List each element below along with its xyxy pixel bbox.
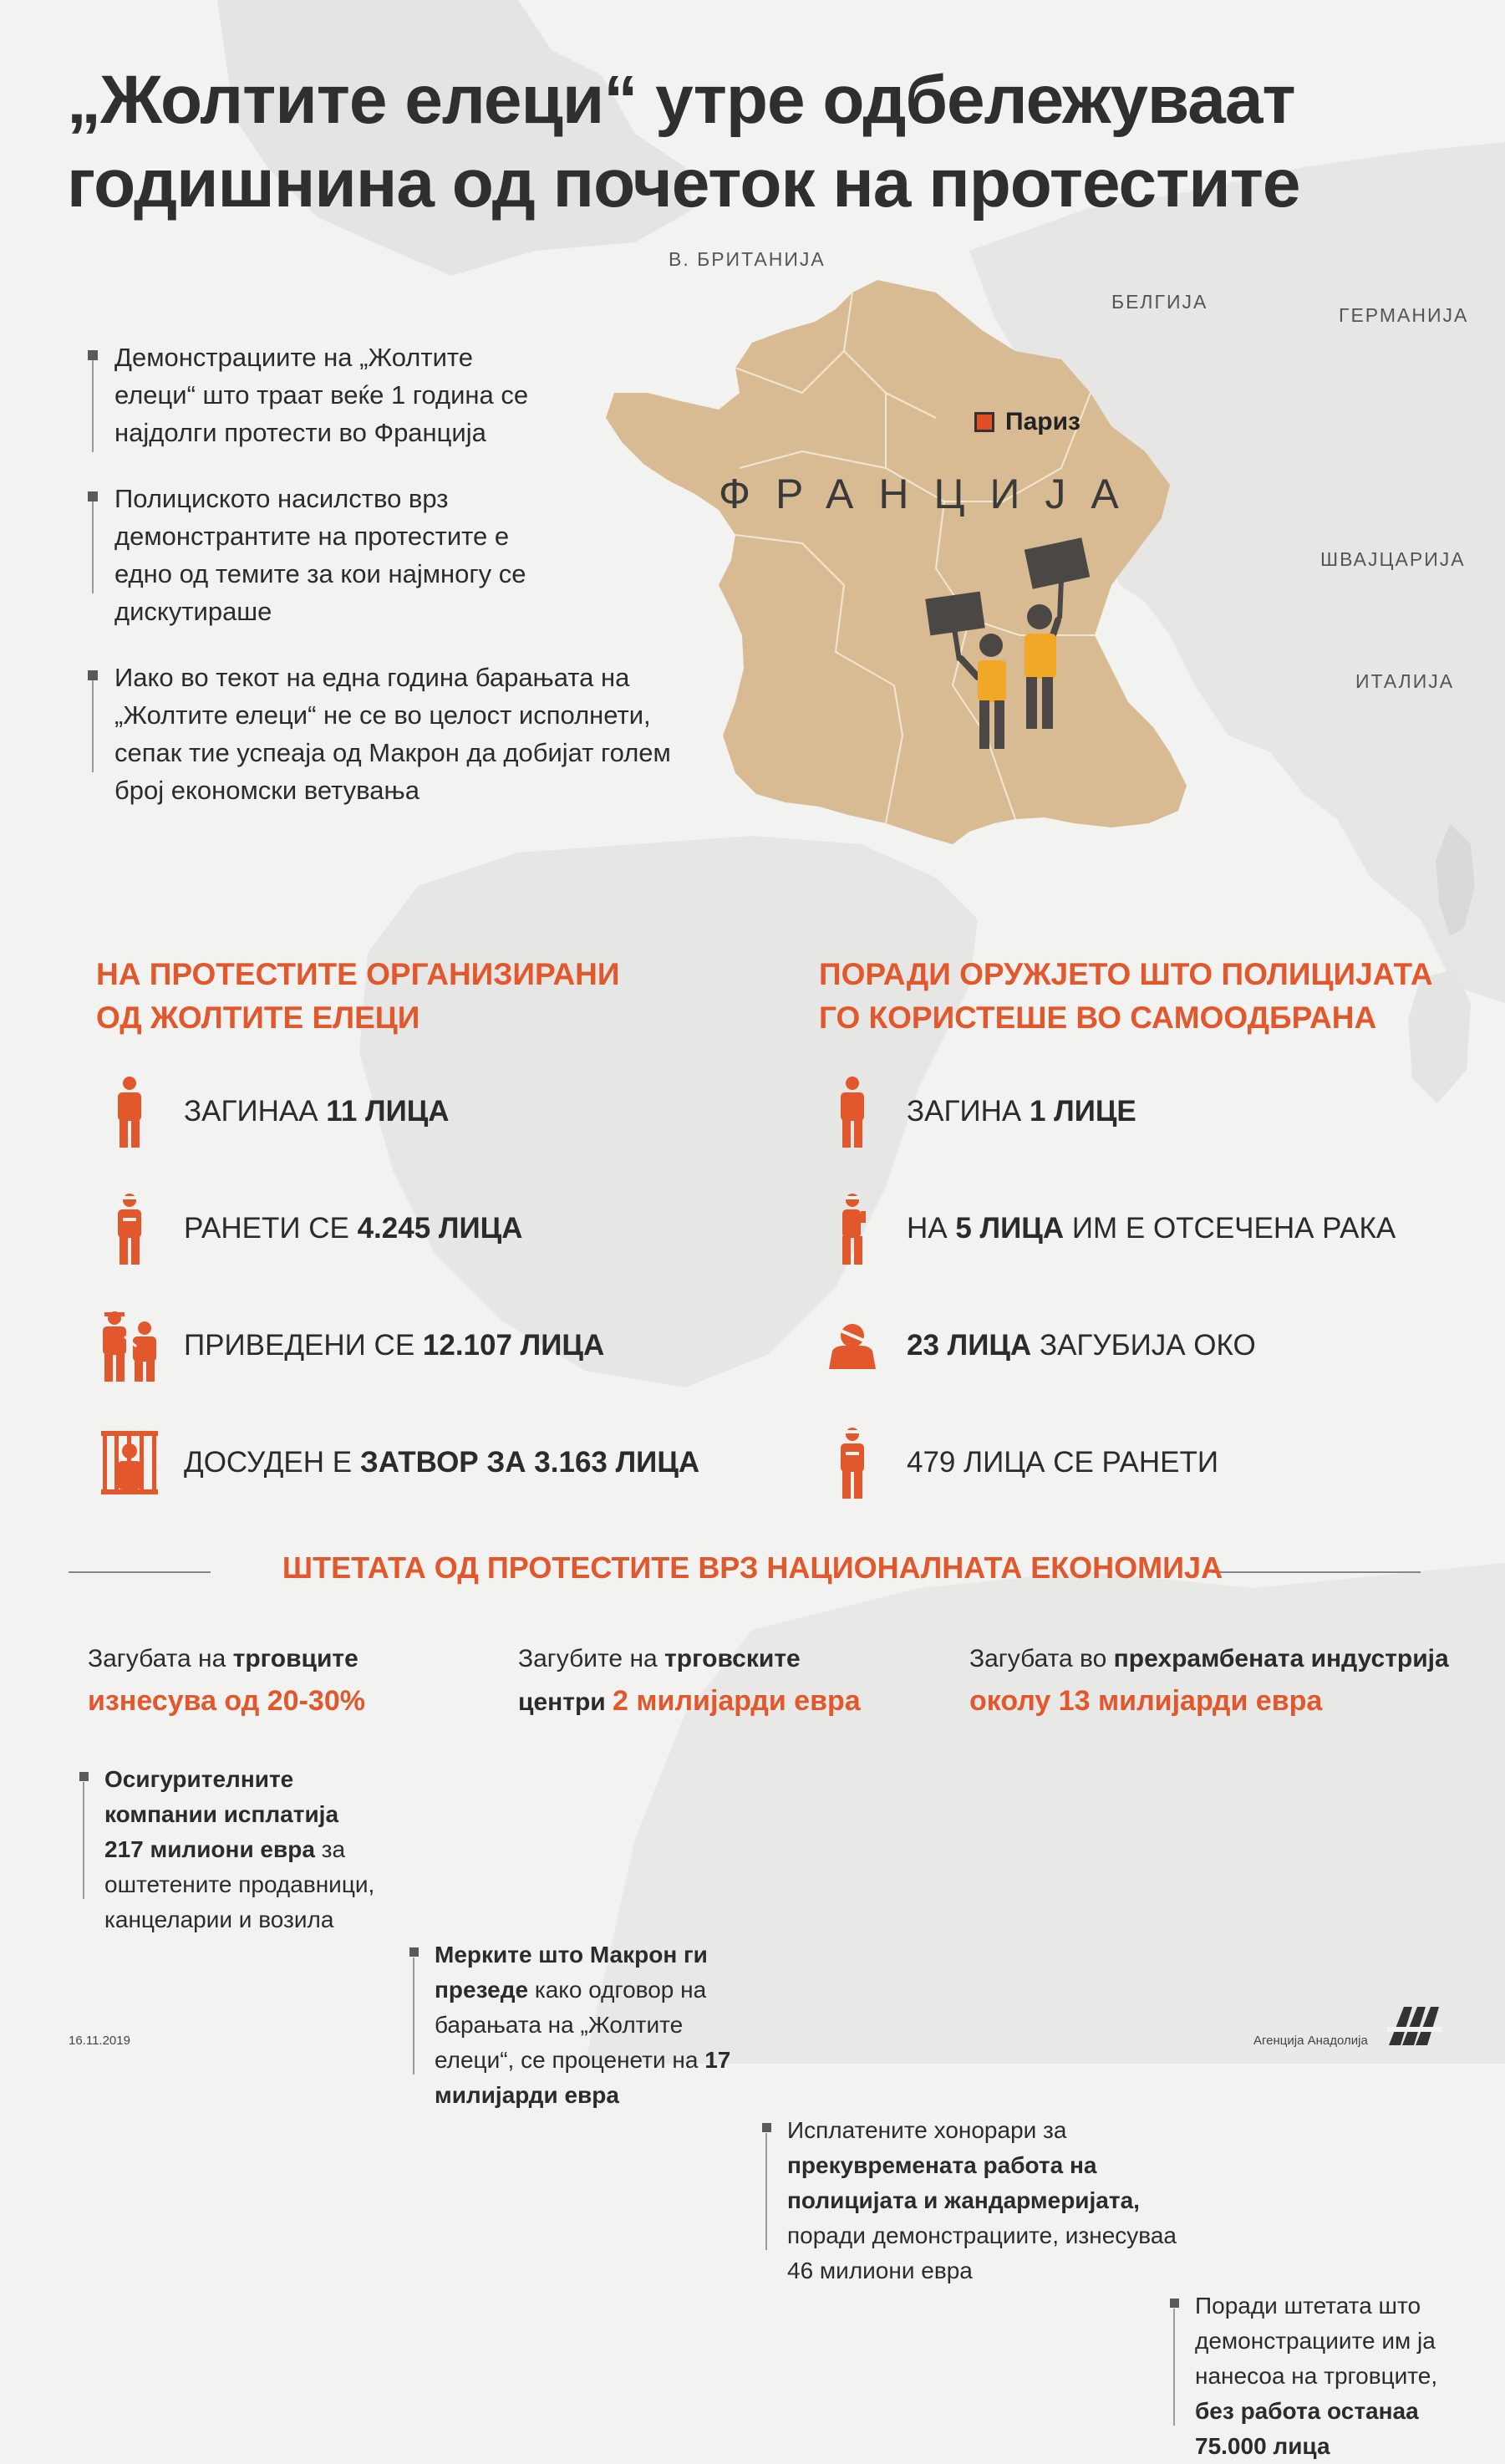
fact-insurance: Осигурителните компании исплатија 217 милиони евра за оштетените продавници, канцеларии и возила: [79, 1762, 380, 1937]
aa-logo-icon: [1386, 2002, 1444, 2049]
fact-overtime: Исплатените хонорари за прекувремената работа на полицијата и жандармеријата, поради демонстрациите, изнесуваа 46 милиони евра: [762, 2113, 1180, 2288]
left-section-heading: [96, 953, 620, 1040]
prison-icon: [100, 1421, 159, 1504]
right-stats: [823, 1070, 1396, 1504]
stat-row-prison: [100, 1421, 699, 1504]
stat-text: 23 ЛИЦА ЗАГУБИЈА ОКО: [907, 1329, 1256, 1362]
right-heading-line-1: ПОРАДИ ОРУЖЈЕТО ШТО ПОЛИЦИЈАТА: [819, 957, 1433, 991]
bullet-list: [88, 339, 706, 837]
stat-text: 479 ЛИЦА СЕ РАНЕТИ: [907, 1446, 1219, 1479]
right-heading-line-2: ГО КОРИСТЕШЕ ВО САМООДБРАНА: [819, 1000, 1377, 1035]
protesters-icon: [919, 527, 1103, 752]
injured-person-icon: [100, 1187, 159, 1270]
footer-date: 16.11.2019: [69, 2034, 130, 2048]
stat-text: ДОСУДЕН Е ЗАТВОР ЗА 3.163 ЛИЦА: [184, 1446, 700, 1479]
economy-heading: ШТЕТАТА ОД ПРОТЕСТИТЕ ВРЗ НАЦИОНАЛНАТА ЕКОНОМИЈА: [282, 1550, 1223, 1585]
label-italy: ИТАЛИЈА: [1355, 670, 1455, 692]
paris-marker-icon: [974, 412, 994, 432]
stat-text: ЗАГИНАА 11 ЛИЦА: [184, 1095, 450, 1128]
stat-row-injured: [100, 1187, 699, 1270]
stat-row-eye: [823, 1304, 1396, 1387]
fact-unemployment: Поради штетата што демонстрациите им ја нанесоа на трговците, без работа останаа 75.000 лица: [1170, 2288, 1458, 2464]
bullet-item-2: Полициското насилство врз демонстрантите на протестите е едно од темите за кои најмногу се дискутираше: [88, 480, 572, 630]
fact-macron-measures: Мерките што Макрон ги презеде како одговор на барањата на „Жолтите елеци“, се проценети на 17 милијарди евра: [409, 1937, 752, 2113]
page-title: [67, 59, 1471, 226]
bullet-item-3: Иако во текот на една година барањата на „Жолтите елеци“ не се во целост исполнети, сепак тие успеаја од Макрон да добијат голем број економски ветувања: [88, 659, 698, 809]
injured-person-icon: [823, 1421, 882, 1504]
loss-retailers: Загубата на трговците изнесува од 20-30%: [88, 1645, 365, 1717]
stat-row-amputee: [823, 1187, 1396, 1270]
bullet-item-1: Демонстрациите на „Жолтите елеци“ што траат веќе 1 година се најдолги протести во Франција: [88, 339, 556, 451]
label-paris: Париз: [1005, 408, 1080, 435]
right-section-heading: [819, 953, 1433, 1040]
loss-food-industry: Загубата во прехрамбената индустрија околу 13 милијарди евра: [969, 1645, 1449, 1717]
stat-text: ПРИВЕДЕНИ СЕ 12.107 ЛИЦА: [184, 1329, 605, 1362]
label-germany: ГЕРМАНИЈА: [1339, 304, 1469, 326]
stat-row-killed-police: [823, 1070, 1396, 1153]
left-stats: [100, 1070, 699, 1504]
footer-agency: Агенција Анадолија: [1253, 2034, 1368, 2048]
title-line-1: „Жолтите елеци“ утре одбележуваат: [67, 62, 1295, 138]
arrest-icon: [100, 1304, 159, 1387]
label-france: ФРАНЦИЈА: [719, 471, 1144, 517]
amputee-icon: [823, 1187, 882, 1270]
label-britain: В. БРИТАНИЈА: [669, 248, 826, 270]
stat-text: НА 5 ЛИЦА ИМ Е ОТСЕЧЕНА РАКА: [907, 1212, 1396, 1245]
label-belgium: БЕЛГИЈА: [1111, 291, 1208, 313]
title-line-2: годишнина од почеток на протестите: [67, 145, 1300, 221]
person-icon: [823, 1070, 882, 1153]
left-heading-line-1: НА ПРОТЕСТИТЕ ОРГАНИЗИРАНИ: [96, 957, 620, 991]
stat-row-detained: [100, 1304, 699, 1387]
loss-malls: Загубите на трговските центри 2 милијарди евра: [518, 1645, 861, 1717]
left-heading-line-2: ОД ЖОЛТИТЕ ЕЛЕЦИ: [96, 1000, 420, 1035]
stat-text: ЗАГИНА 1 ЛИЦЕ: [907, 1095, 1136, 1128]
label-switzerland: ШВАЈЦАРИЈА: [1320, 548, 1466, 570]
stat-text: РАНЕТИ СЕ 4.245 ЛИЦА: [184, 1212, 523, 1245]
stat-row-killed: [100, 1070, 699, 1153]
person-icon: [100, 1070, 159, 1153]
stat-row-injured-police: [823, 1421, 1396, 1504]
eye-injury-icon: [823, 1304, 882, 1387]
